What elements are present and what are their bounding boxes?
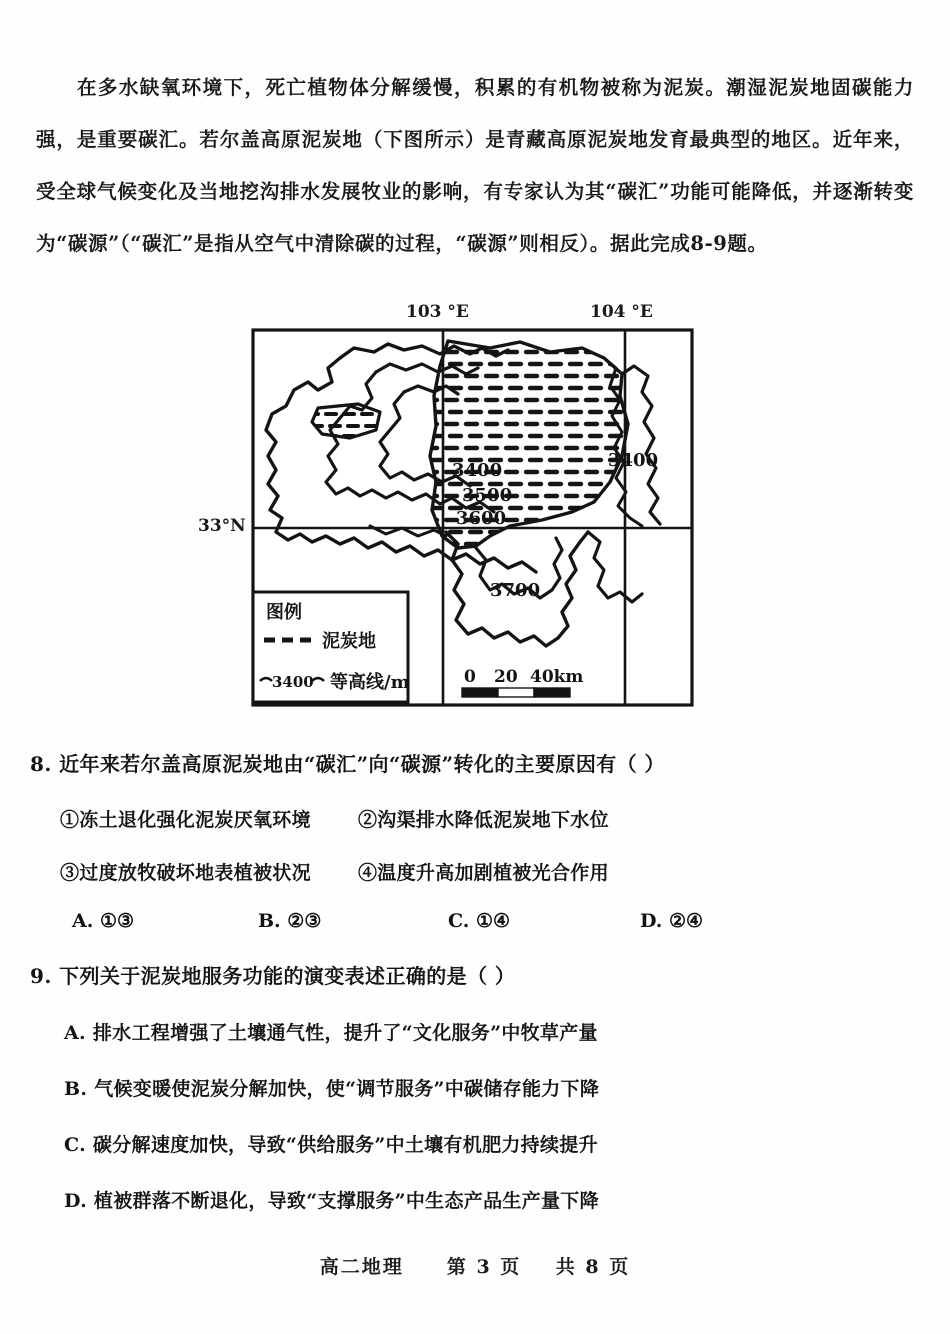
question-8-text: 近年来若尔盖高原泥炭地由“碳汇”向“碳源”转化的主要原因有（ ） — [59, 752, 665, 776]
lon-label-104e: 104 °E — [590, 302, 653, 322]
question-8-choice-b[interactable]: B. ②③ — [258, 910, 322, 932]
contour-label-3400: 3400 — [452, 460, 503, 481]
scale-tick-40km: 40km — [530, 667, 584, 687]
footer-page-number: 第 3 页 — [446, 1256, 522, 1278]
question-8 — [30, 748, 665, 777]
scale-segment-1 — [462, 688, 498, 697]
scale-tick-20: 20 — [494, 667, 518, 687]
legend-contour-value: 3400 — [272, 673, 314, 691]
question-8-choice-a[interactable]: A. ①③ — [72, 910, 135, 932]
question-9-text: 下列关于泥炭地服务功能的演变表述正确的是（ ） — [59, 964, 516, 988]
legend-title: 图例 — [266, 602, 302, 623]
question-9-option-b[interactable]: B. 气候变暖使泥炭分解加快，使“调节服务”中碳储存能力下降 — [64, 1078, 600, 1100]
contour-label-3400-east: 3400 — [608, 450, 659, 471]
question-9-option-d[interactable]: D. 植被群落不断退化，导致“支撑服务”中生态产品生产量下降 — [64, 1190, 599, 1212]
lon-label-103e: 103 °E — [406, 302, 469, 322]
legend-peatland-label: 泥炭地 — [322, 631, 376, 652]
scale-tick-0: 0 — [464, 667, 476, 687]
contour-label-3700: 3700 — [490, 580, 541, 601]
question-8-number: 8. — [30, 752, 52, 776]
question-8-statement-4: ④温度升高加剧植被光合作用 — [358, 862, 609, 884]
map-figure — [190, 296, 710, 726]
footer-total-pages: 共 8 页 — [555, 1256, 631, 1278]
map-legend — [253, 592, 410, 702]
contour-label-3500: 3500 — [462, 485, 513, 506]
footer-subject: 高二地理 — [319, 1256, 404, 1278]
zoige-plateau-map — [190, 296, 710, 726]
legend-contour-label: 等高线/m — [330, 672, 410, 693]
passage-text — [36, 62, 914, 270]
passage-paragraph: 在多水缺氧环境下，死亡植物体分解缓慢，积累的有机物被称为泥炭。潮湿泥炭地固碳能力强，是重要碳汇。若尔盖高原泥炭地（下图所示）是青藏高原泥炭地发育最典型的地区。近年来，受全球气候变化及当地挖沟排水发展牧业的影响，有专家认为其“碳汇”功能可能降低，并逐渐转变为“碳源”（“碳汇”是指从空气中清除碳的过程，“碳源”则相反）。据此完成8-9题。 — [36, 76, 914, 255]
contour-label-3600: 3600 — [456, 508, 507, 529]
question-8-statement-3: ③过度放牧破坏地表植被状况 — [60, 862, 311, 884]
question-8-statement-1: ①冻土退化强化泥炭厌氧环境 — [60, 809, 311, 831]
question-8-stem — [30, 748, 665, 777]
page-footer — [0, 1252, 950, 1279]
question-9-stem — [30, 960, 515, 989]
question-8-choice-d[interactable]: D. ②④ — [640, 910, 704, 932]
question-9-option-a[interactable]: A. 排水工程增强了土壤通气性，提升了“文化服务”中牧草产量 — [64, 1022, 598, 1044]
question-9-number: 9. — [30, 964, 52, 988]
question-8-choice-c[interactable]: C. ①④ — [448, 910, 511, 932]
scale-segment-3 — [534, 688, 570, 697]
question-9 — [30, 960, 515, 989]
scale-segment-2 — [498, 688, 534, 697]
question-8-statement-2: ②沟渠排水降低泥炭地下水位 — [358, 809, 609, 831]
lat-label-33n: 33°N — [198, 516, 246, 536]
question-9-option-c[interactable]: C. 碳分解速度加快，导致“供给服务”中土壤有机肥力持续提升 — [64, 1134, 598, 1156]
